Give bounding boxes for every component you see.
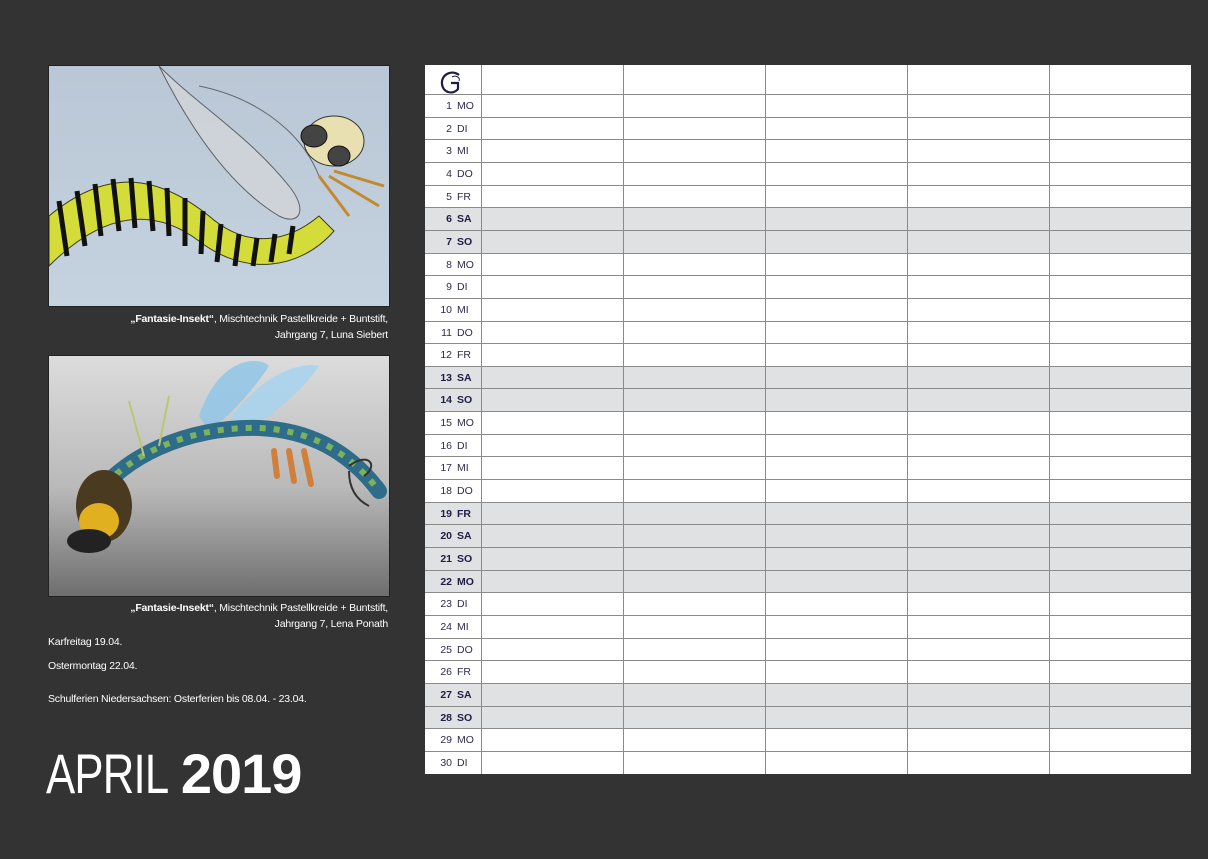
calendar-day-row[interactable]	[425, 94, 1191, 117]
weekday-label: MO	[457, 734, 474, 747]
calendar-day-row[interactable]	[425, 660, 1191, 683]
month-title	[46, 740, 301, 808]
artwork-1-technique: , Mischtechnik Pastellkreide + Buntstift,	[213, 313, 388, 325]
artwork-2-caption	[48, 600, 388, 632]
calendar-day-row[interactable]	[425, 343, 1191, 366]
calendar-day-row[interactable]	[425, 728, 1191, 751]
calendar-day-row[interactable]	[425, 207, 1191, 230]
artwork-1-credit: Jahrgang 7, Luna Siebert	[274, 329, 388, 341]
weekday-label: MO	[457, 100, 474, 112]
weekday-label: SA	[457, 213, 472, 226]
calendar-day-row[interactable]	[425, 411, 1191, 434]
calendar-day-row[interactable]	[425, 456, 1191, 479]
calendar-day-row[interactable]	[425, 162, 1191, 185]
column-divider	[765, 65, 766, 774]
weekday-label: MI	[457, 145, 469, 158]
weekday-label: SO	[457, 553, 473, 565]
weekday-label: MO	[457, 417, 474, 430]
calendar-day-row[interactable]	[425, 615, 1191, 638]
calendar-day-row[interactable]	[425, 638, 1191, 661]
weekday-label: MI	[457, 462, 469, 475]
day-number: 20	[440, 530, 452, 543]
column-divider	[623, 65, 624, 774]
weekday-label: DI	[457, 122, 468, 135]
weekday-label: FR	[457, 666, 471, 679]
day-number: 15	[440, 417, 452, 430]
column-divider	[1049, 65, 1050, 774]
column-divider	[907, 65, 908, 774]
day-number: 10	[440, 303, 452, 316]
calendar-day-row[interactable]	[425, 321, 1191, 344]
calendar-day-row[interactable]	[425, 230, 1191, 253]
weekday-label: DI	[457, 598, 468, 611]
day-number: 22	[440, 575, 452, 588]
weekday-label: MO	[457, 575, 474, 588]
day-number: 5	[446, 190, 452, 203]
month-name: APRIL	[46, 742, 169, 805]
day-number: 29	[440, 734, 452, 747]
calendar-day-row[interactable]	[425, 117, 1191, 140]
weekday-label: FR	[457, 190, 471, 203]
day-number: 3	[446, 145, 452, 158]
weekday-label: MI	[457, 303, 469, 316]
day-number: 28	[440, 711, 452, 724]
calendar-rows	[425, 65, 1191, 774]
day-number: 27	[440, 688, 452, 701]
calendar-day-row[interactable]	[425, 683, 1191, 706]
calendar-day-row[interactable]	[425, 524, 1191, 547]
day-number: 13	[440, 371, 452, 384]
day-number: 2	[446, 122, 452, 135]
calendar-day-row[interactable]	[425, 388, 1191, 411]
weekday-label: SA	[457, 530, 472, 543]
weekday-label: DO	[457, 167, 473, 180]
weekday-label: SA	[457, 688, 472, 701]
artwork-1-image	[48, 65, 390, 307]
calendar-day-row[interactable]	[425, 185, 1191, 208]
calendar-day-row[interactable]	[425, 479, 1191, 502]
day-number: 12	[440, 349, 452, 362]
artwork-2-image	[48, 355, 390, 597]
day-number: 23	[440, 598, 452, 611]
calendar-day-row[interactable]	[425, 570, 1191, 593]
note-schulferien: Schulferien Niedersachsen: Osterferien bis 08.04. - 23.04.	[48, 693, 307, 705]
calendar-day-row[interactable]	[425, 366, 1191, 389]
weekday-label: MI	[457, 620, 469, 633]
artwork-2-credit: Jahrgang 7, Lena Ponath	[274, 618, 388, 630]
day-number: 16	[440, 439, 452, 452]
artwork-1-caption	[48, 311, 388, 343]
day-number: 21	[440, 553, 452, 565]
day-number: 26	[440, 666, 452, 679]
weekday-label: DI	[457, 281, 468, 294]
artwork-1-title: „Fantasie-Insekt“	[130, 313, 214, 325]
calendar-grid	[425, 65, 1191, 774]
calendar-day-row[interactable]	[425, 706, 1191, 729]
day-number: 6	[446, 213, 452, 226]
weekday-label: DO	[457, 643, 473, 656]
weekday-label: MO	[457, 258, 474, 271]
calendar-day-row[interactable]	[425, 547, 1191, 570]
day-number: 8	[446, 258, 452, 271]
day-number: 1	[446, 100, 452, 112]
year: 2019	[180, 742, 302, 805]
day-number: 19	[440, 507, 452, 520]
calendar-day-row[interactable]	[425, 592, 1191, 615]
day-number: 17	[440, 462, 452, 475]
day-number: 11	[441, 326, 452, 339]
calendar-day-row[interactable]	[425, 434, 1191, 457]
column-divider	[481, 65, 482, 774]
artwork-2-technique: , Mischtechnik Pastellkreide + Buntstift,	[213, 602, 388, 614]
day-number: 30	[440, 756, 452, 769]
calendar-day-row[interactable]	[425, 253, 1191, 276]
day-number: 18	[440, 485, 452, 498]
calendar-day-row[interactable]	[425, 298, 1191, 321]
weekday-label: SO	[457, 711, 473, 724]
day-number: 14	[440, 394, 452, 407]
weekday-label: SO	[457, 235, 473, 248]
weekday-label: DI	[457, 756, 468, 769]
weekday-label: FR	[457, 507, 471, 520]
note-ostermontag: Ostermontag 22.04.	[48, 660, 138, 672]
note-karfreitag: Karfreitag 19.04.	[48, 636, 123, 648]
school-logo-icon	[437, 69, 467, 99]
weekday-label: FR	[457, 349, 471, 362]
day-number: 4	[446, 167, 452, 180]
artwork-2-title: „Fantasie-Insekt“	[130, 602, 214, 614]
day-number: 7	[446, 235, 452, 248]
weekday-label: DO	[457, 485, 473, 498]
weekday-label: SA	[457, 371, 472, 384]
day-number: 25	[440, 643, 452, 656]
calendar-day-row[interactable]	[425, 502, 1191, 525]
calendar-day-row[interactable]	[425, 139, 1191, 162]
day-number: 24	[440, 620, 452, 633]
weekday-label: DI	[457, 439, 468, 452]
weekday-label: SO	[457, 394, 473, 407]
calendar-day-row[interactable]	[425, 275, 1191, 298]
weekday-label: DO	[457, 326, 473, 339]
day-number: 9	[446, 281, 452, 294]
calendar-day-row[interactable]	[425, 751, 1191, 774]
